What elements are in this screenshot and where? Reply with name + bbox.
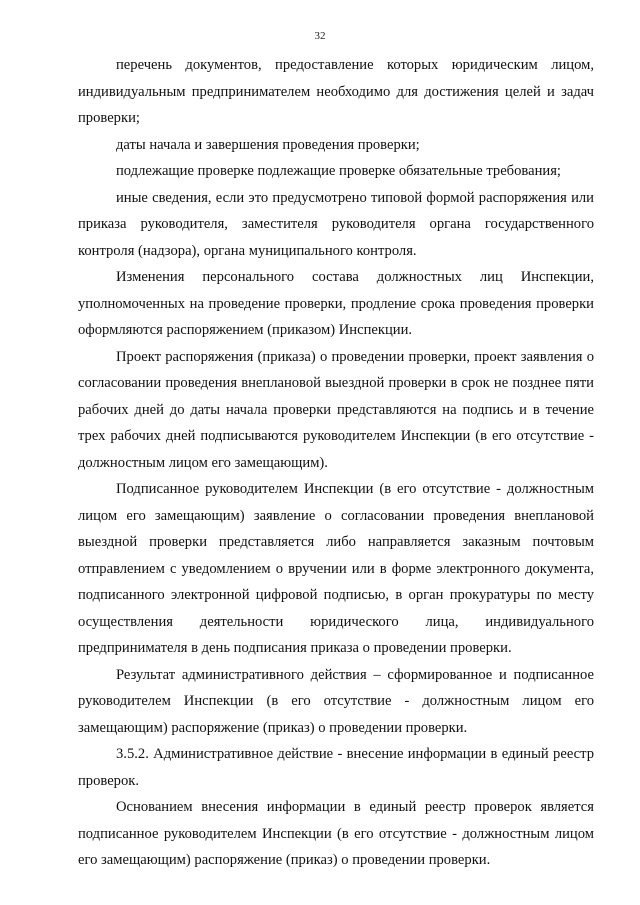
paragraph-documents-list: перечень документов, предоставление которых юридическим лицом, индивидуальным предпринимателем необходимо для достижения целей и задач проверки; xyxy=(78,57,594,126)
paragraph-result: Результат административного действия – сформированное и подписанное руководителем Инспекции (в его отсутствие - должностным лицом его замещающим) распоряжение (приказ) о проведении проверки. xyxy=(78,666,594,736)
section-heading-3-5-2: 3.5.2. Административное действие - внесение информации в единый реестр проверок. xyxy=(78,746,594,789)
paragraph-signed-application: Подписанное руководителем Инспекции (в его отсутствие - должностным лицом его замещающим) заявление о согласовании проведения внеплановой выездной проверки представляется либо направляется заказным почтовым отправлением с уведомлением о вручении или в форме электронного документа, подписанного электронной цифровой подписью, в орган прокуратуры по месту осуществления деятельности юридического лица, индивидуального предпринимателя в день подписания приказа о проведении проверки. xyxy=(78,481,594,656)
paragraph-requirements: подлежащие проверке подлежащие проверке обязательные требования; xyxy=(116,163,561,179)
paragraph-staff-changes: Изменения персонального состава должностных лиц Инспекции, уполномоченных на проведение проверки, продление срока проведения проверки оформляются распоряжением (приказом) Инспекции. xyxy=(78,269,594,338)
paragraph-registry-basis: Основанием внесения информации в единый реестр проверок является подписанное руководителем Инспекции (в его отсутствие - должностным лицом его замещающим) распоряжение (приказ) о проведении проверки. xyxy=(78,799,594,868)
paragraph-other-info: иные сведения, если это предусмотрено типовой формой распоряжения или приказа руководителя, заместителя руководителя органа государственного контроля (надзора), органа муниципального контроля. xyxy=(78,189,594,259)
page-number: 32 xyxy=(314,30,326,42)
paragraph-draft-order: Проект распоряжения (приказа) о проведении проверки, проект заявления о согласовании проведения внеплановой выездной проверки в срок не позднее пяти рабочих дней до даты начала проверки представляются на подпись и в течение трех рабочих дней подписываются руководителем Инспекции (в его отсутствие - должностным лицом его замещающим). xyxy=(78,348,594,471)
document-body xyxy=(78,52,594,874)
paragraph-dates: даты начала и завершения проведения проверки; xyxy=(116,136,420,153)
